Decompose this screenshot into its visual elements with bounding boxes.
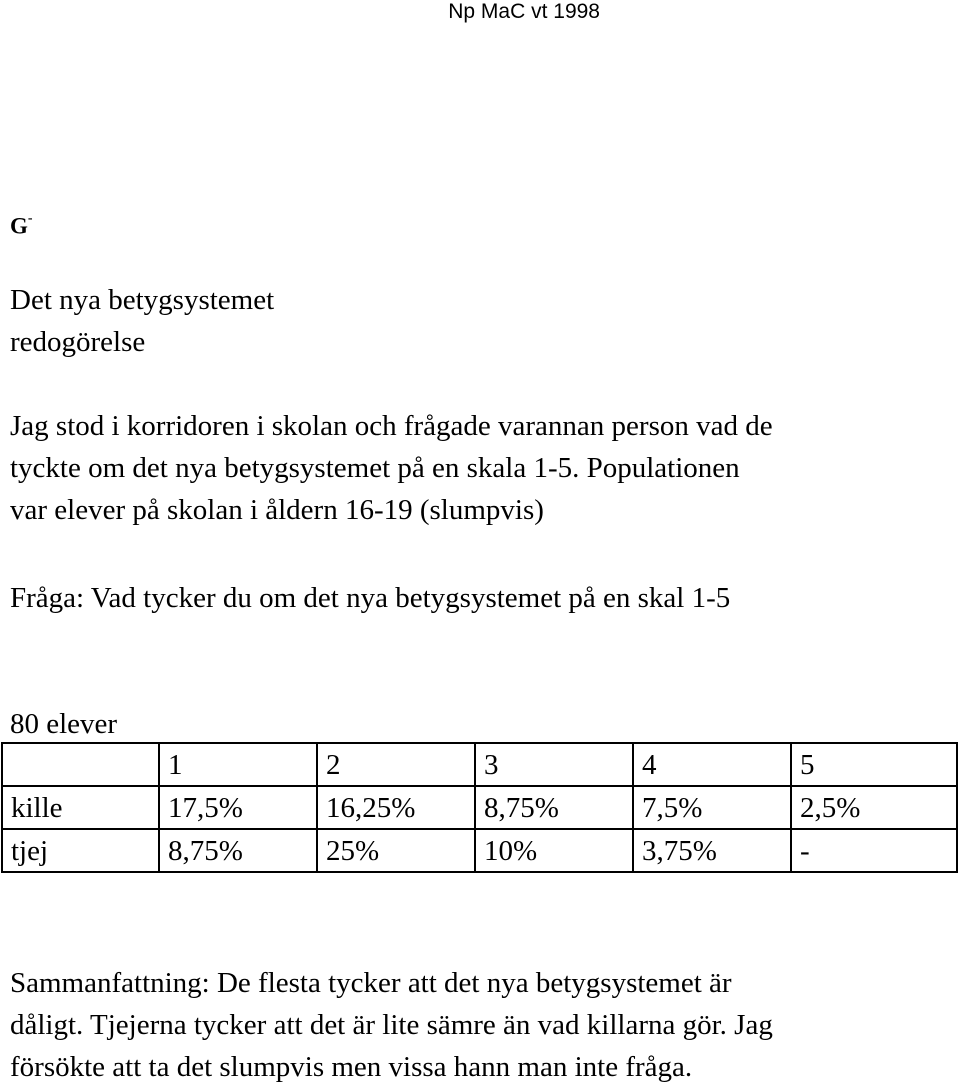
table-header-cell: 3 (475, 743, 633, 786)
page-header: Np MaC vt 1998 (448, 0, 600, 23)
table-cell: 2,5% (791, 786, 957, 829)
grade-superscript: - (27, 211, 33, 226)
table-header-row (2, 743, 957, 786)
table-header-cell: 4 (633, 743, 791, 786)
table-header-cell: 1 (159, 743, 317, 786)
summary-paragraph: Sammanfattning: De flesta tycker att det nya betygsystemet är dåligt. Tjejerna tycker att det är lite sämre än vad killarna gör. Jag försökte att ta det slumpvis men vissa hann man inte fråga. (10, 967, 773, 1083)
table-cell: 10% (475, 829, 633, 872)
table-cell: 25% (317, 829, 475, 872)
grade-letter: G (10, 213, 28, 239)
sample-size: 80 elever (10, 708, 118, 740)
intro-paragraph: Jag stod i korridoren i skolan och frågade varannan person vad de tyckte om det nya betygsystemet på en skala 1-5. Populationen var elever på skolan i åldern 16-19 (slumpvis) (10, 410, 773, 526)
table-row (2, 786, 957, 829)
survey-question: Fråga: Vad tycker du om det nya betygsystemet på en skal 1-5 (10, 582, 731, 614)
table-cell: 16,25% (317, 786, 475, 829)
grade-label (10, 208, 33, 241)
report-title: Det nya betygsystemet redogörelse (10, 284, 275, 358)
table-row (2, 829, 957, 872)
table-cell: 8,75% (159, 829, 317, 872)
table-header-cell: 5 (791, 743, 957, 786)
results-table (1, 742, 958, 873)
table-cell: - (791, 829, 957, 872)
table-header-cell (2, 743, 159, 786)
table-cell: 17,5% (159, 786, 317, 829)
table-cell: 8,75% (475, 786, 633, 829)
table-row-label: kille (2, 786, 159, 829)
table-cell: 3,75% (633, 829, 791, 872)
table-cell: 7,5% (633, 786, 791, 829)
table-header-cell: 2 (317, 743, 475, 786)
table-row-label: tjej (2, 829, 159, 872)
